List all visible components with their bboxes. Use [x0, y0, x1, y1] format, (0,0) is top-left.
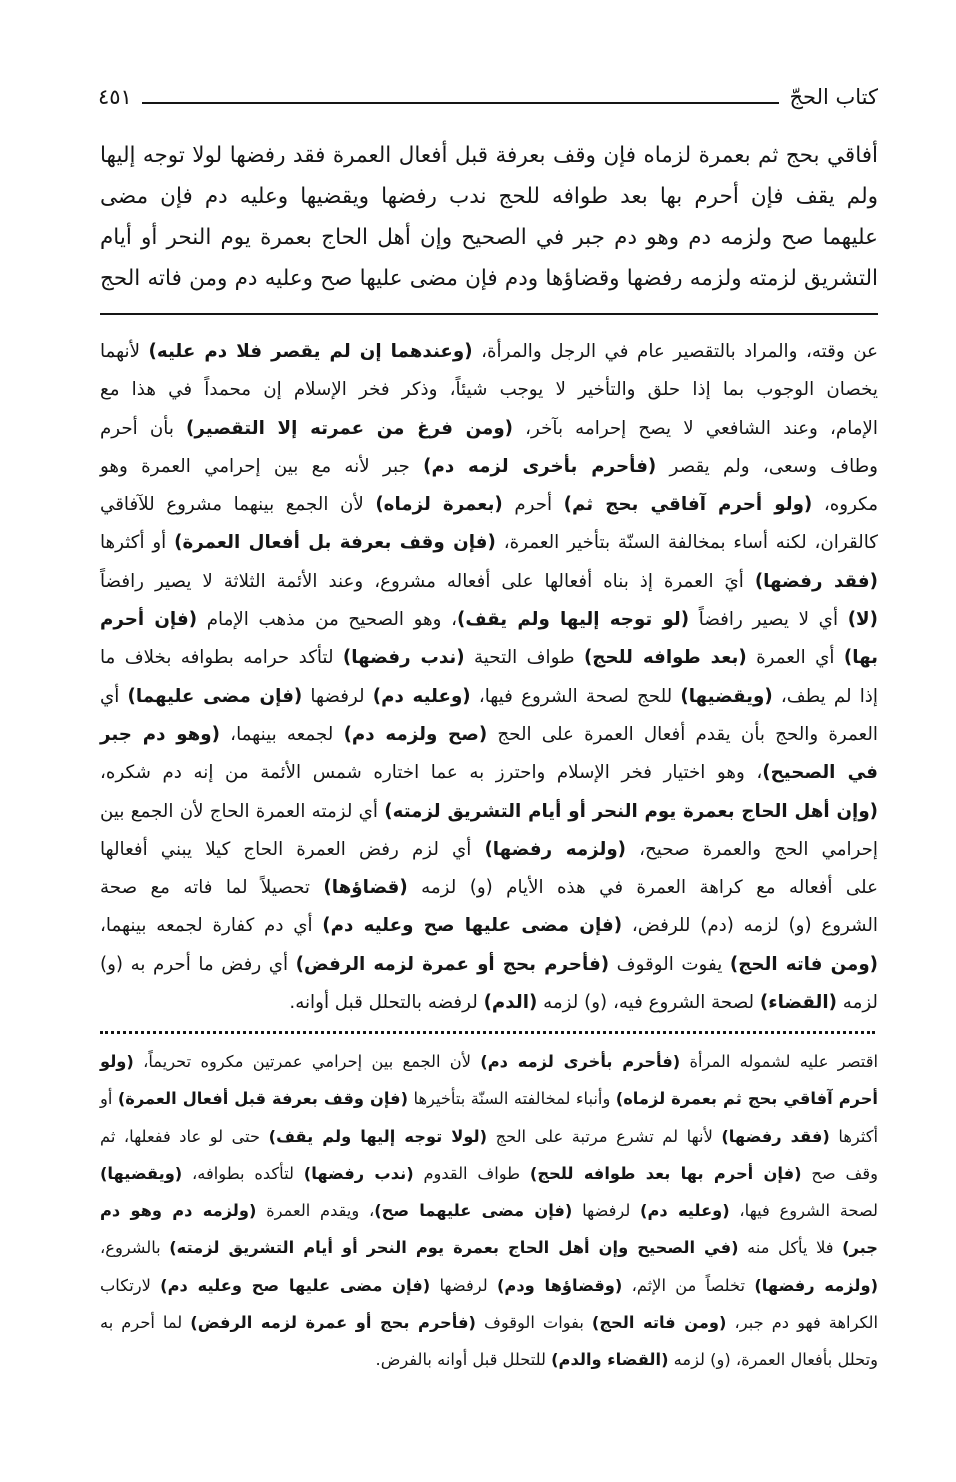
main-text-line: التشريق لزمته ولزمه رفضها وقضاؤها ودم فإن مضى عليها صح وعليه دم ومن فاته الحج	[100, 266, 878, 291]
commentary-text: وأنباء لمخالفته السنّة بتأخيرها	[408, 1089, 616, 1109]
sub-commentary-line	[100, 1118, 878, 1155]
main-text-line: ولم يقف فإن أحرم بها بعد طوافه للحج ندب رفضها ويقضيها وعليه دم فإن مضى	[100, 184, 878, 209]
commentary-line	[100, 754, 878, 792]
quoted-matn-text: (وإن أهل الحاج بعمرة يوم النحر أو أيام التشريق لزمته)	[384, 800, 878, 822]
sub-commentary-line	[100, 1080, 878, 1117]
commentary-text: أي لا يصير رافضاً	[689, 609, 848, 631]
quoted-matn-text: (فأحرم بأخرى لزمه دم)	[480, 1052, 681, 1071]
quoted-matn-text: (ومن فاته الحج)	[591, 1313, 727, 1333]
commentary-text: لأنها لم تشرع مرتبة على الحج	[487, 1126, 722, 1146]
quoted-matn-text: (قضاؤها)	[323, 877, 408, 899]
commentary-text: أي العمرة	[746, 647, 844, 669]
quoted-matn-text: (ولزمه رفضها)	[484, 838, 627, 860]
commentary-line	[100, 486, 878, 524]
commentary-text: عن وقته، والمراد بالتقصير عام في الرجل والمرأة،	[472, 341, 878, 362]
commentary-line	[100, 793, 878, 831]
commentary-text: للتحلل قبل أوانه بالفرض.	[375, 1350, 552, 1370]
quoted-matn-text: بها)	[843, 647, 878, 669]
quoted-matn-text: (فأحرم بحج أو عمرة لزمه الرفض)	[190, 1313, 476, 1333]
quoted-matn-text: (فإن أحرم بها بعد طوافه للحج)	[529, 1163, 802, 1183]
sub-commentary	[100, 1043, 878, 1379]
commentary-text: الكراهة فهو دم جبر،	[726, 1313, 878, 1333]
quoted-matn-text: (فأحرم بأخرى لزمه دم)	[423, 455, 657, 477]
quoted-matn-text: (فإن وقف بعرفة بل أفعال العمرة)	[174, 532, 496, 554]
commentary	[100, 333, 878, 1022]
quoted-matn-text: (فإن مضى عليهما صح)	[374, 1201, 573, 1221]
quoted-matn-text: (وهو دم جبر	[100, 723, 220, 745]
commentary-text: لارتكاب	[100, 1275, 161, 1295]
quoted-matn-text: (ندب رفضها)	[342, 647, 465, 669]
sub-commentary-line	[100, 1304, 878, 1341]
sub-commentary-line	[100, 1341, 878, 1378]
commentary-text: للحج لصحة الشروع فيها،	[470, 685, 681, 707]
commentary-text: بفوات الوقوف	[475, 1313, 592, 1333]
running-header	[98, 80, 878, 114]
sub-commentary-line	[100, 1229, 878, 1266]
commentary-text: يخصان الوجوب بما إذا حلق والتأخير لا يوجب شيئاً، وذكر فخر الإسلام إن محمداً في هذا مع	[100, 379, 878, 401]
commentary-text: اقتصر عليه لشموله المرأة	[680, 1052, 878, 1071]
commentary-text: لتأكده بطوافه،	[182, 1163, 304, 1183]
quoted-matn-text: في الصحيح)	[762, 762, 878, 784]
commentary-text: لما أحرم به	[100, 1313, 191, 1333]
commentary-line	[100, 984, 878, 1022]
quoted-matn-text: (صح ولزمه دم)	[343, 723, 488, 745]
commentary-text: لرفضها	[430, 1275, 497, 1295]
section-divider	[100, 313, 878, 315]
commentary-text: لتأكد حرامه بطوافه بخلاف ما	[100, 647, 343, 669]
commentary-line	[100, 601, 878, 639]
quoted-matn-text: جبر)	[842, 1238, 879, 1258]
main-text	[100, 135, 878, 299]
commentary-line	[100, 333, 878, 371]
quoted-matn-text: (بعمرة لزماه)	[375, 494, 503, 516]
commentary-text: إذا لم يطف،	[772, 685, 879, 707]
quoted-matn-text: (فإن مضى عليهما)	[127, 685, 303, 707]
commentary-text: أحرم	[502, 494, 564, 516]
commentary-line	[100, 371, 878, 409]
commentary-text: لرفضه بالتحلل قبل أوانه.	[289, 992, 484, 1014]
commentary-line	[100, 946, 878, 984]
quoted-matn-text: (القضاء والدم)	[551, 1350, 669, 1370]
quoted-matn-text: (وعليه دم)	[372, 685, 471, 707]
commentary-line	[100, 639, 878, 677]
quoted-matn-text: (وعليه دم)	[640, 1201, 730, 1221]
commentary-line	[100, 563, 878, 601]
quoted-matn-text: (ولزمه رفضها)	[754, 1275, 879, 1295]
quoted-matn-text: (ولزمه دم وهو دم	[100, 1201, 257, 1221]
commentary-text: وطاف وسعى، ولم يقصر	[656, 455, 878, 477]
quoted-matn-text: (فإن أحرم	[100, 609, 198, 631]
commentary-text: ، وهو اختيار فخر الإسلام واحترز به عما اختاره شمس الأئمة من إنه دم شكره،	[100, 762, 763, 784]
quoted-matn-text: (ومن فاته الحج)	[729, 953, 879, 975]
page-number: ٤٥١	[98, 85, 132, 109]
commentary-text: ، وهو الصحيح من مذهب الإمام	[197, 609, 458, 631]
main-text-line: عليهما صح ولزمه دم وهو دم جبر في الصحيح وإن أهل الحاج بعمرة يوم النحر أو أيام	[100, 225, 878, 250]
commentary-text: تخلصاً من الإثم،	[622, 1275, 755, 1295]
commentary-text: أي لزم رفض العمرة الحاج كيلا يبني أفعالها	[100, 838, 485, 860]
commentary-text: لزمه	[837, 992, 878, 1014]
commentary-text: الشروع (و) لزمه (دم) للرفض،	[622, 915, 879, 937]
commentary-line	[100, 410, 878, 448]
commentary-text: لرفضها	[302, 685, 373, 707]
quoted-matn-text: (ويقضيها)	[680, 685, 773, 707]
quoted-matn-text: (لو توجه إليها ولم يقف)	[457, 609, 690, 631]
commentary-text: حتى لو عاد ففعلها، ثم	[100, 1126, 269, 1146]
commentary-text: جبر لأنه مع بين إحرامي العمرة وهو	[100, 455, 424, 477]
commentary-line	[100, 524, 878, 562]
commentary-line	[100, 716, 878, 754]
commentary-line	[100, 678, 878, 716]
quoted-matn-text: (فقد رفضها)	[754, 570, 878, 592]
commentary-text: وتحلل بأفعال العمرة، (و) لزمه	[668, 1350, 878, 1370]
commentary-text: أي رفض ما أحرم به (و)	[100, 953, 296, 975]
commentary-text: الإمام، وعند الشافعي لا يصح إحرامه بآخر،	[513, 417, 879, 439]
commentary-text: العمرة والحج بأن يقدم أفعال العمرة على الحج	[487, 723, 878, 745]
commentary-line	[100, 869, 878, 907]
quoted-matn-text: (وقضاؤها ودم)	[497, 1275, 623, 1295]
commentary-text: بأن أحرم	[100, 417, 187, 439]
quoted-matn-text: (ولو	[100, 1052, 134, 1071]
commentary-text: فلا يأكل منه	[738, 1238, 843, 1258]
commentary-text: أي دم كفارة لجمعه بينهما،	[100, 915, 323, 937]
commentary-text: لصحة الشروع فيه، (و) لزمه	[537, 992, 760, 1014]
quoted-matn-text: (في الصحيح وإن أهل الحاج بعمرة يوم النحر أو أيام التشريق لزمته)	[169, 1238, 739, 1258]
quoted-matn-text: (ويقضيها)	[100, 1163, 183, 1183]
commentary-text: لصحة الشروع فيها،	[729, 1201, 878, 1221]
quoted-matn-text: (ندب رفضها)	[303, 1163, 414, 1183]
commentary-text: بالشروع،	[100, 1238, 170, 1258]
commentary-text: تحصيلاً لما فاته مع صحة	[100, 877, 324, 899]
commentary-text: إحرامي الحج والعمرة صحيح،	[626, 838, 878, 860]
commentary-text: لأنهما	[100, 341, 149, 362]
commentary-text: طواف التحية	[464, 647, 584, 669]
quoted-matn-text: (ولو أحرم آفاقي بحج ثم)	[563, 494, 813, 516]
commentary-text: أي لزمته العمرة الحاج لأن الجمع بين	[100, 800, 385, 822]
quoted-matn-text: (فقد رفضها)	[721, 1126, 830, 1146]
commentary-line	[100, 831, 878, 869]
commentary-text: أو أكثرها	[100, 532, 175, 554]
commentary-text: لأن الجمع بين إحرامي عمرتين مكروه تحريماً،	[133, 1052, 481, 1071]
commentary-text: وقف صح	[801, 1163, 878, 1183]
commentary-text: أو	[100, 1089, 118, 1109]
sub-commentary-line	[100, 1192, 878, 1229]
sub-commentary-line	[100, 1155, 878, 1192]
quoted-matn-text: (ومن فرغ من عمرته إلا التقصير)	[186, 417, 514, 439]
commentary-line	[100, 448, 878, 486]
commentary-text: مكروه،	[812, 494, 879, 516]
sub-commentary-line	[100, 1043, 878, 1080]
quoted-matn-text: (فأحرم بحج أو عمرة لزمه الرفض)	[295, 953, 610, 975]
quoted-matn-text: (فإن مضى عليها صح وعليه دم)	[322, 915, 623, 937]
commentary-text: طواف القدوم	[413, 1163, 530, 1183]
commentary-text: أيَ العمرة إذ بناه أفعالها على أفعاله مشروع، وعند الأئمة الثلاثة لا يصير رافضاً	[100, 570, 755, 592]
quoted-matn-text: (لولا توجه إليها ولم يقف)	[268, 1126, 488, 1146]
commentary-text: كالقران، لكنه أساء بمخالفة السنّة بتأخير العمرة،	[495, 532, 878, 554]
quoted-matn-text: (القضاء)	[759, 992, 837, 1014]
main-text-line: أفاقي بحج ثم بعمرة لزماه فإن وقف بعرفة قبل أفعال العمرة فقد رفضها لولا توجه إليها	[100, 143, 878, 168]
commentary-text: ، ويقدم العمرة	[256, 1201, 375, 1221]
sub-commentary-line	[100, 1267, 878, 1304]
commentary-text: أكثرها	[829, 1126, 879, 1146]
commentary-text: لأن الجمع بينهما مشروع للآفاقي	[100, 494, 376, 516]
quoted-matn-text: (لا)	[847, 609, 878, 631]
chapter-title: كتاب الحجّ	[789, 85, 878, 109]
commentary-line	[100, 907, 878, 945]
quoted-matn-text: (وعندهما إن لم يقصر فلا دم عليه)	[148, 341, 473, 362]
commentary-text: يفوت الوقوف	[609, 953, 730, 975]
header-rule	[142, 102, 780, 104]
commentary-text: لجمعه بينهما،	[219, 723, 344, 745]
commentary-text: لرفضها	[572, 1201, 641, 1221]
dotted-divider	[100, 1031, 875, 1034]
commentary-text: أي	[100, 685, 128, 707]
quoted-matn-text: (فإن مضى عليها صح وعليه دم)	[160, 1275, 431, 1295]
quoted-matn-text: (الدم)	[483, 992, 538, 1014]
quoted-matn-text: (بعد طوافه للحج)	[583, 647, 747, 669]
quoted-matn-text: (فإن وقف بعرفة قبل أفعال العمرة)	[117, 1089, 408, 1109]
quoted-matn-text: أحرم آفاقي بحج ثم بعمرة لزماه)	[615, 1089, 878, 1109]
commentary-text: على أفعاله مع كراهة العمرة في هذه الأيام (و) لزمه	[407, 877, 878, 899]
